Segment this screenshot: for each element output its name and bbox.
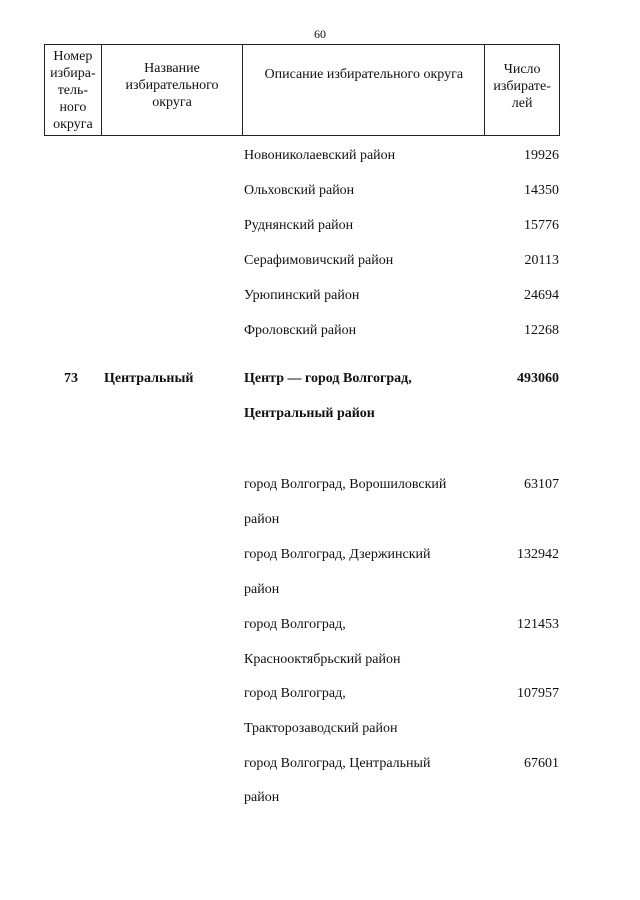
table-row-desc: город Волгоград, Дзержинский	[244, 547, 431, 562]
table-row-num: 63107	[524, 477, 559, 492]
table-row-num: 19926	[524, 148, 559, 163]
table-row-desc-cont: район	[244, 790, 280, 805]
table-row-desc: город Волгоград,	[244, 686, 346, 701]
district-center-line1: Центр — город Волгоград,	[244, 371, 412, 386]
table-header	[44, 44, 560, 136]
table-row-num: 67601	[524, 756, 559, 771]
district-center-line2: Центральный район	[244, 406, 375, 421]
table-row-num: 20113	[524, 253, 559, 268]
table-row-desc: город Волгоград, Центральный	[244, 756, 431, 771]
table-row-num: 132942	[517, 547, 559, 562]
table-row-desc: город Волгоград,	[244, 617, 346, 632]
header-district-description: Описание избирательного округа	[243, 45, 485, 135]
table-row-num: 107957	[517, 686, 559, 701]
table-row-desc: Новониколаевский район	[244, 148, 396, 163]
district-name: Центральный	[104, 371, 194, 386]
table-row-desc-cont: район	[244, 512, 280, 527]
table-row-desc-cont: район	[244, 582, 280, 597]
table-row-desc: город Волгоград, Ворошиловский	[244, 477, 447, 492]
district-number: 73	[64, 371, 78, 386]
page-number: 60	[314, 27, 326, 41]
table-row-desc: Руднянский район	[244, 218, 354, 233]
table-row-num: 14350	[524, 183, 559, 198]
table-row-num: 12268	[524, 323, 559, 338]
table-row-num: 15776	[524, 218, 559, 233]
table-row-num: 121453	[517, 617, 559, 632]
table-row-desc: Урюпинский район	[244, 288, 360, 303]
header-district-number: Номер избира- тель- ного округа	[45, 45, 102, 135]
table-row-desc: Серафимовичский район	[244, 253, 394, 268]
table-row-desc-cont: Краснооктябрьский район	[244, 652, 401, 667]
header-district-name: Название избирательного округа	[102, 45, 243, 135]
table-row-desc: Ольховский район	[244, 183, 355, 198]
header-voter-count: Число избирате- лей	[493, 62, 551, 111]
district-total-voters: 493060	[517, 371, 559, 386]
table-row-num: 24694	[524, 288, 559, 303]
table-row-desc-cont: Тракторозаводский район	[244, 721, 398, 736]
table-row-desc: Фроловский район	[244, 323, 357, 338]
